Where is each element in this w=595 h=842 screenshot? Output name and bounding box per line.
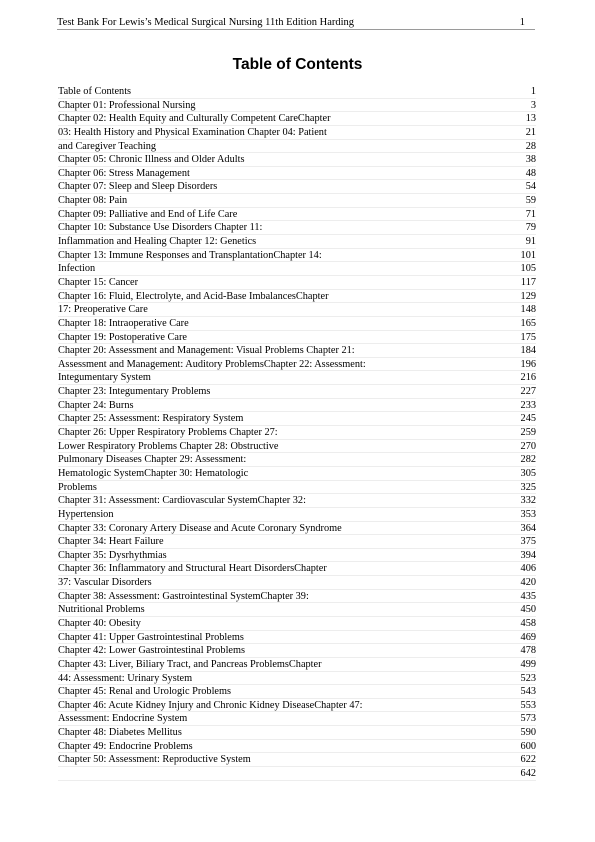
toc-entry-page: 101 (520, 249, 536, 261)
toc-entry-title: Chapter 05: Chronic Illness and Older Adults (58, 154, 245, 166)
toc-entry-page: 165 (520, 317, 536, 329)
toc-entry-page: 245 (520, 413, 536, 425)
toc-entry[interactable] (58, 440, 536, 454)
toc-entry-page: 259 (520, 427, 536, 439)
toc-entry-page: 175 (520, 331, 536, 343)
toc-entry-page: 420 (520, 577, 536, 589)
toc-entry[interactable] (58, 562, 536, 576)
toc-entry[interactable] (58, 617, 536, 631)
running-header (57, 17, 535, 30)
toc-entry-title: Chapter 26: Upper Respiratory Problems Chapter 27: (58, 427, 278, 439)
toc-entry-page: 196 (520, 358, 536, 370)
toc-entry-title: Chapter 13: Immune Responses and TransplantationChapter 14: (58, 249, 322, 261)
toc-entry-title: Chapter 45: Renal and Urologic Problems (58, 686, 232, 698)
toc-entry-page: 54 (525, 181, 536, 193)
toc-entry-title: Chapter 08: Pain (58, 195, 128, 207)
toc-entry[interactable] (58, 262, 536, 276)
toc-entry-page: 71 (525, 208, 536, 220)
toc-entry[interactable] (58, 221, 536, 235)
toc-entry-title: Chapter 16: Fluid, Electrolyte, and Acid-Base ImbalancesChapter (58, 290, 329, 302)
toc-entry[interactable] (58, 99, 536, 113)
toc-entry-page: 478 (520, 645, 536, 657)
toc-entry[interactable] (58, 317, 536, 331)
toc-entry-title: Chapter 34: Heart Failure (58, 536, 164, 548)
toc-entry-page: 270 (520, 440, 536, 452)
toc-entry[interactable] (58, 331, 536, 345)
toc-entry-page: 3 (530, 99, 536, 111)
toc-entry[interactable] (58, 126, 536, 140)
toc-entry[interactable] (58, 399, 536, 413)
toc-entry[interactable] (58, 658, 536, 672)
toc-entry[interactable] (58, 303, 536, 317)
toc-entry-title: Chapter 36: Inflammatory and Structural Heart DisordersChapter (58, 563, 327, 575)
toc-entry-page: 184 (520, 345, 536, 357)
toc-entry-title: Table of Contents (58, 86, 132, 97)
toc-entry-title: Chapter 02: Health Equity and Culturally Competent CareChapter (58, 113, 331, 125)
toc-entry-page: 59 (525, 195, 536, 207)
toc-entry-title: Chapter 35: Dysrhythmias (58, 549, 167, 561)
toc-entry[interactable] (58, 726, 536, 740)
toc-entry[interactable] (58, 508, 536, 522)
toc-entry-page: 216 (520, 372, 536, 384)
toc-entry-page: 364 (520, 522, 536, 534)
toc-entry-title: Chapter 50: Assessment: Reproductive System (58, 754, 251, 766)
toc-entry[interactable] (58, 167, 536, 181)
toc-entry-title: Chapter 20: Assessment and Management: Visual Problems Chapter 21: (58, 345, 355, 357)
toc-entry-page: 469 (520, 631, 536, 643)
toc-entry-title: Chapter 24: Burns (58, 399, 134, 411)
toc-entry-title: Chapter 40: Obesity (58, 617, 141, 629)
toc-entry-page: 450 (520, 604, 536, 616)
toc-entry[interactable] (58, 494, 536, 508)
toc-entry-page: 13 (525, 113, 536, 125)
toc-entry[interactable] (58, 290, 536, 304)
toc-entry-title: Chapter 48: Diabetes Mellitus (58, 727, 182, 739)
toc-entry-title: Chapter 41: Upper Gastrointestinal Problems (58, 631, 244, 643)
toc-entry-title: Chapter 25: Assessment: Respiratory System (58, 413, 244, 425)
toc-entry[interactable] (58, 672, 536, 686)
toc-entry-title: Assessment: Endocrine System (58, 713, 188, 725)
toc-entry-title: Integumentary System (58, 372, 151, 384)
toc-entry-page: 573 (520, 713, 536, 725)
toc-entry[interactable] (58, 235, 536, 249)
toc-entry[interactable] (58, 631, 536, 645)
toc-entry-title: 17: Preoperative Care (58, 304, 148, 316)
toc-entry-page: 458 (520, 617, 536, 629)
toc-entry-page: 622 (520, 754, 536, 766)
toc-entry-page: 129 (520, 290, 536, 302)
toc-entry[interactable] (58, 344, 536, 358)
toc-entry-page: 91 (525, 236, 536, 248)
toc-entry-title: Chapter 38: Assessment: Gastrointestinal SystemChapter 39: (58, 590, 309, 602)
toc-entry-page: 117 (520, 276, 536, 288)
toc-entry[interactable] (58, 467, 536, 481)
toc-entry-page: 148 (520, 304, 536, 316)
toc-entry-page: 406 (520, 563, 536, 575)
toc-entry-page: 543 (520, 686, 536, 698)
toc-entry-title: Chapter 07: Sleep and Sleep Disorders (58, 181, 218, 193)
toc-entry-title: 03: Health History and Physical Examination Chapter 04: Patient (58, 126, 327, 138)
toc-entry-page: 38 (525, 154, 536, 166)
toc-entry[interactable] (58, 426, 536, 440)
toc-entry[interactable] (58, 481, 536, 495)
header-page-number: 1 (519, 17, 525, 28)
toc-entry-title: Chapter 43: Liver, Biliary Tract, and Pancreas ProblemsChapter (58, 658, 322, 670)
toc-entry-page: 523 (520, 672, 536, 684)
toc-entry[interactable] (58, 685, 536, 699)
toc-entry[interactable] (58, 153, 536, 167)
toc-entry-page: 590 (520, 727, 536, 739)
toc-entry-page: 282 (520, 454, 536, 466)
toc-entry-page: 499 (520, 658, 536, 670)
toc-entry-title: Chapter 06: Stress Management (58, 167, 190, 179)
toc-entry-page: 105 (520, 263, 536, 275)
toc-entry-title: Problems (58, 481, 97, 493)
toc-entry-title: Chapter 23: Integumentary Problems (58, 386, 211, 398)
toc-entry[interactable] (58, 549, 536, 563)
toc-entry-title: 37: Vascular Disorders (58, 577, 152, 589)
toc-entry[interactable] (58, 371, 536, 385)
toc-entry-page: 332 (520, 495, 536, 507)
toc-entry-page: 21 (525, 126, 536, 138)
toc-entry-title: Chapter 15: Cancer (58, 276, 139, 288)
toc-entry-title: Lower Respiratory Problems Chapter 28: Obstructive (58, 440, 279, 452)
toc-entry[interactable] (58, 412, 536, 426)
toc-entry-title: Chapter 49: Endocrine Problems (58, 740, 193, 752)
toc-entry[interactable] (58, 249, 536, 263)
toc-entry-title: Pulmonary Diseases Chapter 29: Assessment: (58, 454, 247, 466)
toc-entry[interactable] (58, 590, 536, 604)
toc-entry[interactable] (58, 208, 536, 222)
toc-entry-page: 48 (525, 167, 536, 179)
toc-entry-page: 394 (520, 549, 536, 561)
toc-entry-title: Nutritional Problems (58, 604, 145, 616)
header-title: Test Bank For Lewis’s Medical Surgical Nursing 11th Edition Harding (57, 17, 355, 28)
toc-entry[interactable] (58, 85, 536, 99)
toc-entry-page: 435 (520, 590, 536, 602)
toc-entry-title: Chapter 10: Substance Use Disorders Chapter 11: (58, 222, 263, 234)
toc-entry-page: 642 (520, 768, 536, 780)
toc-entry[interactable] (58, 140, 536, 154)
toc-entry-page: 375 (520, 536, 536, 548)
toc-entry[interactable] (58, 712, 536, 726)
toc-entry-title: Chapter 33: Coronary Artery Disease and Acute Coronary Syndrome (58, 522, 342, 534)
toc-entry-page: 305 (520, 467, 536, 479)
toc-entry[interactable] (58, 194, 536, 208)
toc-entry[interactable] (58, 522, 536, 536)
toc-entry[interactable] (58, 276, 536, 290)
toc-entry-title: Chapter 46: Acute Kidney Injury and Chronic Kidney DiseaseChapter 47: (58, 699, 363, 711)
toc-entry[interactable] (58, 180, 536, 194)
toc-entry[interactable] (58, 699, 536, 713)
toc-entry-title: Chapter 19: Postoperative Care (58, 331, 187, 343)
toc-entry-title: Hypertension (58, 508, 114, 520)
toc-entry[interactable] (58, 112, 536, 126)
toc-entry-page: 28 (525, 140, 536, 152)
toc-entry-title: 44: Assessment: Urinary System (58, 672, 193, 684)
toc-entry[interactable] (58, 358, 536, 372)
toc-entry[interactable] (58, 753, 536, 767)
toc-entry-page: 1 (530, 86, 536, 97)
toc-entry[interactable] (58, 767, 536, 781)
toc-entry[interactable] (58, 740, 536, 754)
toc-entry-title: Infection (58, 263, 96, 275)
toc-entry-page: 353 (520, 508, 536, 520)
toc-entry-title: Hematologic SystemChapter 30: Hematologic (58, 467, 249, 479)
toc-entry[interactable] (58, 603, 536, 617)
toc-entry-title: Chapter 42: Lower Gastrointestinal Problems (58, 645, 246, 657)
toc-entry[interactable] (58, 644, 536, 658)
toc-entry-title: Chapter 01: Professional Nursing (58, 99, 196, 111)
toc-entry[interactable] (58, 385, 536, 399)
toc-entry-title: Chapter 31: Assessment: Cardiovascular SystemChapter 32: (58, 495, 306, 507)
toc-entry-page: 227 (520, 386, 536, 398)
toc-entry-title: Chapter 09: Palliative and End of Life Care (58, 208, 238, 220)
toc-entry-title: and Caregiver Teaching (58, 140, 157, 152)
toc-entry-title: Assessment and Management: Auditory ProblemsChapter 22: Assessment: (58, 358, 366, 370)
toc-entry-title: Chapter 18: Intraoperative Care (58, 317, 189, 329)
toc-entry-title: Inflammation and Healing Chapter 12: Genetics (58, 236, 257, 248)
toc-entry-page: 325 (520, 481, 536, 493)
toc-entry-page: 553 (520, 699, 536, 711)
toc-entry[interactable] (58, 535, 536, 549)
toc-entry[interactable] (58, 453, 536, 467)
table-of-contents (58, 85, 536, 781)
toc-entry[interactable] (58, 576, 536, 590)
page-title: Table of Contents (232, 56, 363, 73)
toc-entry-page: 79 (525, 222, 536, 234)
toc-entry-page: 233 (520, 399, 536, 411)
toc-entry-page: 600 (520, 740, 536, 752)
